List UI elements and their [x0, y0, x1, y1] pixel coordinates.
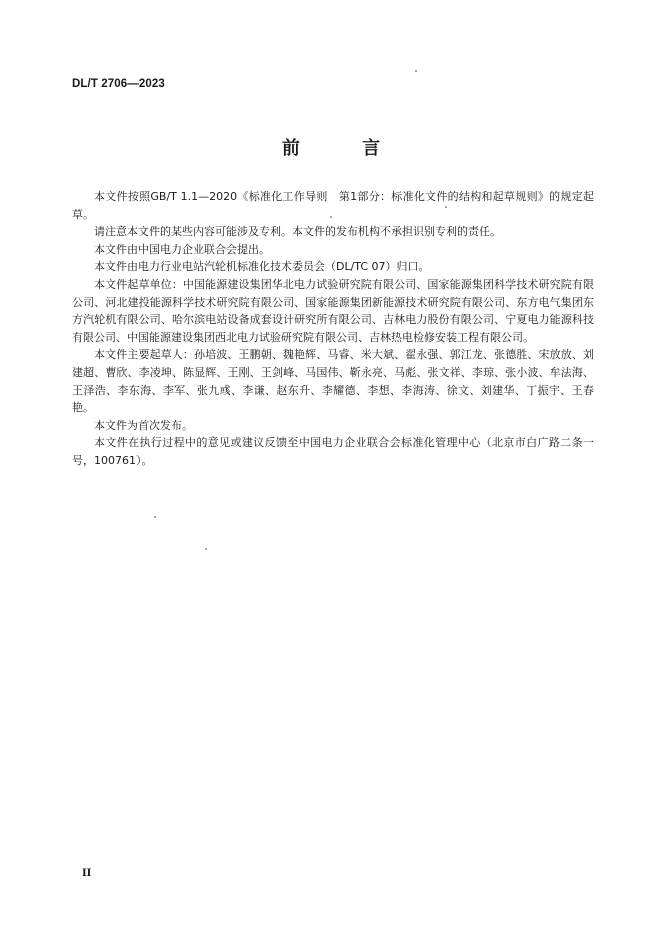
paragraph-drafting-organizations: 本文件起草单位：中国能源建设集团华北电力试验研究院有限公司、国家能源集团科学技术研究院有限公司、河北建投能源科学技术研究院有限公司、国家能源集团新能源技术研究院有限公司、东方电气集团东方汽轮机有限公司、哈尔滨电站设备成套设计研究所有限公司、吉林电力股份有限公司、宁夏电力能源科技有限公司、中国能源建设集团西北电力试验研究院有限公司、吉林热电检修安装工程有限公司。 — [72, 277, 594, 344]
paragraph-main-drafters: 本文件主要起草人：孙培波、王鹏朝、魏艳辉、马睿、米大斌、翟永强、郭江龙、张德胜、宋放放、刘建超、曹欣、李凌坤、陈显辉、王刚、王剑峰、马国伟、靳永亮、马彪、张文祥、李琼、张小波、牟法海、王泽浩、李东海、李军、张九彧、李谦、赵东升、李耀德、李想、李海涛、徐文、刘建华、丁振宇、王春艳。 — [72, 348, 594, 415]
scan-speck — [205, 548, 207, 550]
section-title: 前 言 — [281, 138, 409, 159]
paragraph-centralized-by: 本文件由电力行业电站汽轮机标准化技术委员会（DL/TC 07）归口。 — [94, 260, 430, 274]
scan-speck — [445, 206, 447, 208]
paragraph-drafting-rules: 本文件按照GB/T 1.1—2020《标准化工作导则 第1部分：标准化文件的结构和起草规则》的规定起草。 — [72, 190, 594, 221]
foreword-body — [72, 188, 594, 470]
paragraph-first-release: 本文件为首次发布。 — [94, 418, 193, 432]
paragraph-proposed-by: 本文件由中国电力企业联合会提出。 — [94, 242, 270, 256]
scan-speck — [330, 216, 332, 218]
standard-code: DL/T 2706—2023 — [72, 78, 165, 90]
paragraph-patent-notice: 请注意本文件的某些内容可能涉及专利。本文件的发布机构不承担识别专利的责任。 — [94, 225, 501, 239]
paragraph-feedback: 本文件在执行过程中的意见或建议反馈至中国电力企业联合会标准化管理中心（北京市白广路二条一号，100761）。 — [72, 436, 594, 467]
scan-speck — [415, 70, 417, 72]
scan-speck — [154, 516, 156, 518]
page-number: II — [82, 868, 92, 879]
